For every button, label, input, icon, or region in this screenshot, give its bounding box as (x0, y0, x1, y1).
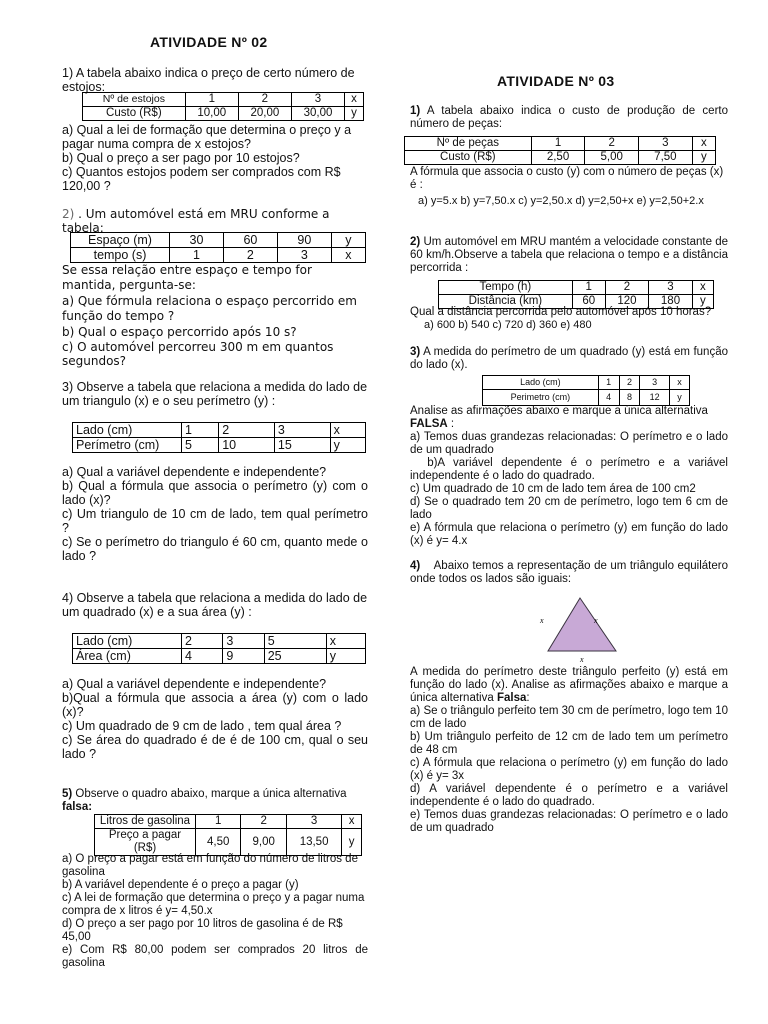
triangle-side-label-bottom: x (580, 655, 584, 664)
a2-q4 (62, 591, 368, 619)
a3-q2-stem: Um automóvel em MRU mantém a velocidade constante de 60 km/h.Observe a tabela que relaciona o tempo e a distância percorrida : (410, 236, 728, 274)
table-cell: 9,00 (241, 829, 286, 856)
a3-q2 (410, 236, 728, 275)
a2-q1-table (82, 92, 364, 121)
table-cell: Custo (R$) (83, 107, 186, 121)
a2-q1-a: a) Qual a lei de formação que determina o preço y a pagar numa compra de x estojos? (62, 123, 352, 151)
a2-q2-c: c) O automóvel percorreu 300 m em quantos segundos? (62, 339, 334, 368)
a3-q4-b: b) Um triângulo perfeito de 12 cm de lado tem um perímetro de 48 cm (410, 731, 728, 756)
a3-q3-e: e) A fórmula que relaciona o perímetro (y) em função do lado (x) é y= 4.x (410, 522, 728, 547)
a3-q4 (410, 560, 732, 586)
atividade-03-title: ATIVIDADE Nº 03 (497, 73, 615, 89)
table-cell: 2 (182, 634, 223, 649)
table-row (95, 815, 362, 829)
a3-q4-num: 4) (410, 560, 421, 572)
a2-q3-b: b) Qual a fórmula que associa o perímetro (y) com o lado (x)? (62, 479, 368, 507)
a3-q4-intro-bold: Falsa (496, 692, 527, 704)
a2-q5-stem-bold: falsa: (62, 801, 93, 813)
a3-q3-b: b)A variável dependente é o perímetro e a variável independente é o lado do quadrado. (410, 457, 732, 482)
table-cell: 2 (241, 815, 286, 829)
a2-q4-items (62, 677, 368, 761)
a2-q4-c: c) Um quadrado de 9 cm de lado , tem qual área ? (62, 719, 342, 733)
a2-q4-table (72, 633, 366, 664)
a2-q2-items (62, 263, 368, 369)
table-cell: 4 (182, 649, 223, 664)
table-cell: 8 (619, 390, 640, 406)
table-cell: 4 (598, 390, 619, 406)
a3-q3-stem: A medida do perímetro de um quadrado (y) está em função do lado (x). (410, 346, 728, 371)
a2-q1-stem: 1) A tabela abaixo indica o preço de certo número de estojos: (62, 66, 355, 94)
a3-q3 (410, 346, 728, 372)
a3-q4-intro: A medida do perímetro deste triângulo perfeito (y) está em função do lado (x). Analise as afirmações abaixo e marque a única alternativa (410, 666, 728, 704)
a3-q4-e: e) Temos duas grandezas relacionadas: O perímetro e o lado de um quadrado (410, 809, 728, 834)
table-cell: y (669, 390, 689, 406)
a2-q3-c: c) Um triangulo de 10 cm de lado, tem qual perímetro ? (62, 507, 368, 535)
a2-q2-stem: . Um automóvel está em MRU conforme a tabela: (62, 207, 330, 235)
table-cell: 30,00 (291, 107, 344, 121)
table-cell: Litros de gasolina (95, 815, 196, 829)
table-cell: y (331, 233, 365, 248)
table-cell: 5,00 (585, 151, 639, 165)
table-cell: y (326, 649, 365, 664)
table-cell: 3 (640, 376, 670, 390)
table-cell: 1 (182, 423, 219, 438)
a3-q1-num: 1) (410, 105, 421, 117)
a2-q3 (62, 380, 368, 408)
a3-q4-d: d) A variável dependente é o perímetro e a variável independente é o lado do quadrado. (410, 783, 732, 808)
table-row (73, 634, 366, 649)
a3-q1-items (410, 166, 728, 208)
table-cell: y (342, 829, 362, 856)
table-row (73, 438, 366, 453)
a2-q3-stem: 3) Observe a tabela que relaciona a medida do lado de um triangulo (x) e o seu perímetro (y) : (62, 380, 368, 408)
table-cell: x (692, 137, 715, 151)
table-cell: 30 (170, 233, 224, 248)
table-cell: 13,50 (286, 829, 341, 856)
table-cell: 1 (598, 376, 619, 390)
table-cell: Custo (R$) (405, 151, 532, 165)
table-row (405, 151, 716, 165)
table-cell: 10,00 (185, 107, 238, 121)
table-cell: 9 (223, 649, 264, 664)
table-cell: 7,50 (639, 151, 693, 165)
table-cell: 60 (223, 233, 277, 248)
table-cell: Lado (cm) (73, 423, 182, 438)
a2-q5-items (62, 853, 368, 970)
table-row (439, 281, 714, 295)
a3-q4-intro-end: : (526, 692, 530, 704)
a3-q4-stem: Abaixo temos a representação de um triângulo equilátero onde todos os lados são iguais: (410, 560, 732, 585)
table-cell: x (326, 634, 365, 649)
a3-q4-a: a) Se o triângulo perfeito tem 30 cm de perímetro, logo tem 10 cm de lado (410, 705, 728, 730)
a2-q1 (62, 66, 368, 94)
table-cell: 1 (185, 93, 238, 107)
a2-q2 (62, 207, 368, 235)
table-cell: x (342, 815, 362, 829)
table-cell: 3 (649, 281, 693, 295)
table-cell: y (692, 295, 713, 309)
a2-q1-b: b) Qual o preço a ser pago por 10 estojos? (62, 151, 300, 165)
table-cell: 4,50 (196, 829, 241, 856)
table-cell: Área (cm) (73, 649, 182, 664)
triangle-drawing (530, 593, 620, 665)
a3-q1-table (404, 136, 716, 165)
a2-q3-c2: c) Se o perímetro do triangulo é 60 cm, quanto mede o lado ? (62, 535, 368, 563)
table-cell: 25 (264, 649, 326, 664)
a2-q2-table (70, 232, 366, 263)
equilateral-triangle (548, 598, 616, 651)
table-cell: 2 (238, 93, 291, 107)
a3-q3-num: 3) (410, 346, 421, 358)
a2-q5-e: e) Com R$ 80,00 podem ser comprados 20 litros de gasolina (62, 944, 368, 969)
a2-q5-stem: Observe o quadro abaixo, marque a única alternativa (72, 788, 347, 800)
a2-q3-table (72, 422, 366, 453)
table-cell: Perimetro (cm) (483, 390, 599, 406)
a3-q3-intro-end: : (447, 418, 455, 430)
a3-q3-d: d) Se o quadrado tem 20 cm de perímetro, logo tem 6 cm de lado (410, 496, 728, 521)
table-cell: y (345, 107, 364, 121)
triangle-side-label-right: x (594, 616, 598, 625)
table-cell: 90 (277, 233, 331, 248)
a3-q2-question: Qual a distância percorrida pelo automóvel após 10 horas? (410, 306, 712, 318)
table-cell: 120 (605, 295, 649, 309)
a3-q3-items (410, 405, 732, 548)
a3-q2-options: a) 600 b) 540 c) 720 d) 360 e) 480 (424, 319, 592, 331)
table-cell: Preço a pagar (R$) (95, 829, 196, 856)
a2-q1-c: c) Quantos estojos podem ser comprados com R$ 120,00 ? (62, 165, 341, 193)
a3-q4-c: c) A fórmula que relaciona o perímetro (y) em função do lado (x) é y= 3x (410, 757, 728, 782)
table-cell: 10 (219, 438, 275, 453)
a2-q5-d: d) O preço a ser pago por 10 litros de gasolina é de R$ 45,00 (62, 918, 343, 943)
table-row (71, 233, 366, 248)
a2-q2-b: b) Qual o espaço percorrido após 10 s? (62, 325, 297, 339)
a3-q1-question: A fórmula que associa o custo (y) com o número de peças (x) é : (410, 166, 724, 191)
table-row (405, 137, 716, 151)
a2-q5-a: a) O preço a pagar está em função do número de litros de gasolina (62, 853, 358, 878)
table-cell: Tempo (h) (439, 281, 573, 295)
table-row (73, 423, 366, 438)
a2-q4-b: b)Qual a fórmula que associa a área (y) com o lado (x)? (62, 691, 368, 719)
a3-q4-items (410, 666, 732, 835)
table-cell: y (330, 438, 365, 453)
table-cell: Espaço (m) (71, 233, 170, 248)
table-row (483, 376, 690, 390)
a2-q2-num: 2) (62, 207, 75, 221)
a3-q2-items (410, 306, 728, 332)
a2-q4-stem: 4) Observe a tabela que relaciona a medida do lado de um quadrado (x) e a sua área (y) : (62, 591, 368, 619)
table-row (95, 829, 362, 856)
equilateral-triangle-figure (530, 593, 620, 665)
a3-q3-c: c) Um quadrado de 10 cm de lado tem área de 100 cm2 (410, 483, 696, 495)
table-cell: Nº de estojos (83, 93, 186, 107)
table-cell: 3 (223, 634, 264, 649)
table-cell: x (669, 376, 689, 390)
table-cell: 1 (170, 248, 224, 263)
table-cell: 2 (219, 423, 275, 438)
a2-q5-b: b) A variável dependente é o preço a pagar (y) (62, 879, 299, 891)
a3-q3-intro: Analise as afirmações abaixo e marque a única alternativa (410, 405, 708, 417)
a2-q2-intro: Se essa relação entre espaço e tempo for mantida, pergunta-se: (62, 263, 312, 292)
table-cell: 12 (640, 390, 670, 406)
table-cell: x (331, 248, 365, 263)
a3-q1 (410, 105, 728, 131)
a2-q4-a: a) Qual a variável dependente e independente? (62, 677, 327, 691)
a3-q1-stem: A tabela abaixo indica o custo de produção de certo número de peças: (410, 105, 728, 130)
table-cell: x (345, 93, 364, 107)
table-cell: 1 (531, 137, 585, 151)
table-cell: 60 (572, 295, 605, 309)
triangle-side-label-left: x (540, 616, 544, 625)
table-cell: 180 (649, 295, 693, 309)
table-row (83, 107, 364, 121)
table-cell: 2 (223, 248, 277, 263)
table-cell: 5 (264, 634, 326, 649)
table-cell: 1 (196, 815, 241, 829)
table-cell: 2 (605, 281, 649, 295)
table-cell: y (692, 151, 715, 165)
a2-q1-items (62, 123, 368, 193)
table-cell: 2 (619, 376, 640, 390)
table-cell: Nº de peças (405, 137, 532, 151)
a2-q5-c: c) A lei de formação que determina o preço y a pagar numa compra de x litros é y= 4,50.x (62, 892, 365, 917)
a3-q2-num: 2) (410, 236, 421, 248)
table-cell: 2,50 (531, 151, 585, 165)
table-cell: 1 (572, 281, 605, 295)
table-cell: 15 (274, 438, 330, 453)
a2-q2-a: a) Que fórmula relaciona o espaço percorrido em função do tempo ? (62, 294, 357, 323)
table-cell: 2 (585, 137, 639, 151)
a2-q5 (62, 788, 368, 814)
table-cell: 3 (274, 423, 330, 438)
atividade-02-title: ATIVIDADE Nº 02 (150, 34, 268, 50)
a3-q3-intro-bold: FALSA (410, 418, 448, 430)
table-row (483, 390, 690, 406)
table-cell: tempo (s) (71, 248, 170, 263)
a2-q5-num: 5) (62, 788, 73, 800)
a3-q3-table (482, 375, 690, 406)
table-cell: Lado (cm) (73, 634, 182, 649)
table-cell: 20,00 (238, 107, 291, 121)
table-cell: 3 (286, 815, 341, 829)
table-row (73, 649, 366, 664)
table-cell: x (692, 281, 713, 295)
table-row (83, 93, 364, 107)
table-cell: 3 (277, 248, 331, 263)
table-cell: Lado (cm) (483, 376, 599, 390)
a3-q1-options: a) y=5.x b) y=7,50.x c) y=2,50.x d) y=2,50+x e) y=2,50+2.x (418, 195, 704, 207)
table-cell: x (330, 423, 365, 438)
table-row (71, 248, 366, 263)
table-cell: 3 (639, 137, 693, 151)
a2-q5-table (94, 814, 362, 856)
a3-q2-table (438, 280, 714, 309)
table-cell: 3 (291, 93, 344, 107)
table-cell: 5 (182, 438, 219, 453)
table-cell: Distância (km) (439, 295, 573, 309)
a3-q3-a: a) Temos duas grandezas relacionadas: O perímetro e o lado de um quadrado (410, 431, 728, 456)
a2-q3-items (62, 465, 368, 563)
a2-q4-d: c) Se área do quadrado é de é de 100 cm, qual o seu lado ? (62, 733, 368, 761)
table-cell: Perímetro (cm) (73, 438, 182, 453)
a2-q3-a: a) Qual a variável dependente e independente? (62, 465, 327, 479)
